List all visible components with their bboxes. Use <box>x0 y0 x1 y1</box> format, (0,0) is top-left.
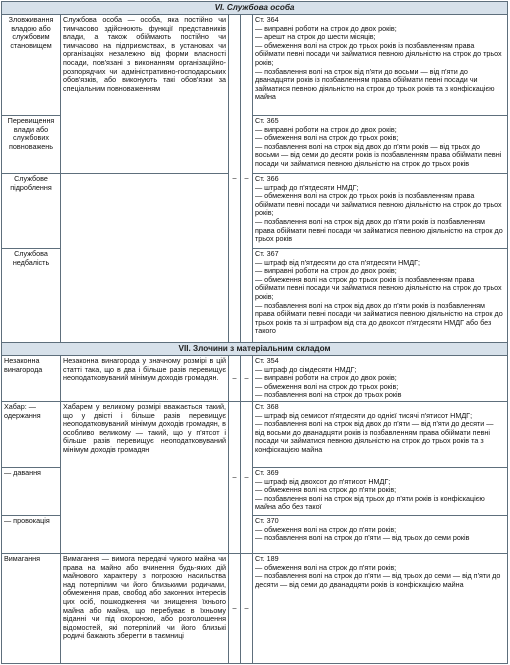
penalty-line: — виправні роботи на строк до двох років; <box>255 23 397 33</box>
crimes-table <box>1 1 508 664</box>
dash-cell <box>241 402 253 554</box>
dash-cell <box>241 15 253 343</box>
table-row <box>2 15 508 116</box>
dash-mark: – <box>244 472 249 482</box>
definition-text: Незаконна винагорода у значному розмірі в цій статті така, що в два і більше разів перевищує неоподатковуваний мінімум доходів громадян. <box>63 356 226 383</box>
offense-name-cell <box>2 174 61 249</box>
offense-name-cell <box>2 554 61 664</box>
definition-text: Хабарем у великому розмірі вважається такий, що у двісті і більше разів перевищує неоподатковуваний мінімум доходів громадян, в особливо великому — такий, що у п'ятсот і більше разів перевищує неоподатковуваний мінімум доходів громадян <box>63 402 226 454</box>
penalty-line: — обмеження волі на строк до трьох років; <box>255 381 399 391</box>
penalty-line: — штраф від двохсот до п'ятисот НМДГ; <box>255 476 391 486</box>
penalty-line: — штраф від семисот п'ятдесяти до однієї тисячі п'ятисот НМДГ; <box>255 410 473 420</box>
table-row <box>2 402 508 468</box>
penalty-line: — обмеження волі на строк до трьох років; <box>255 133 399 143</box>
penalty-line: — штраф до сімдесяти НМДГ; <box>255 364 357 374</box>
article-number: Ст. 366 <box>255 174 279 183</box>
offense-name-cell <box>2 249 61 343</box>
penalty-line: — штраф до п'ятдесяти НМДГ; <box>255 182 359 192</box>
penalty-cell <box>253 249 508 343</box>
penalty-line: — обмеження волі на строк до п'яти років; <box>255 485 397 495</box>
penalty-cell <box>253 116 508 174</box>
table-row <box>2 554 508 664</box>
dash-cell <box>229 402 241 554</box>
article-number: Ст. 189 <box>255 554 279 563</box>
dash-mark: – <box>244 603 249 613</box>
article-number: Ст. 369 <box>255 468 279 477</box>
offense-name: Хабар: — одержання <box>4 402 41 420</box>
definition-cell-empty <box>61 174 229 343</box>
penalty-line: — позбавлення волі на строк від трьох до п'яти років із конфіскацією майна або без такої <box>255 493 485 512</box>
penalty-line: — позбавлення волі на строк від двох до п'яти років із позбавленням права обіймати певні посади чи займатися певною діяльністю на строк до трьох років <box>255 216 503 244</box>
article-number: Ст. 365 <box>255 116 279 125</box>
definition-cell <box>61 554 229 664</box>
article-number: Ст. 354 <box>255 356 279 365</box>
dash-cell <box>241 356 253 402</box>
dash-cell <box>229 15 241 343</box>
penalty-line: — обмеження волі на строк до п'яти років; <box>255 524 397 534</box>
penalty-line: — виправні роботи на строк до двох років; <box>255 124 397 134</box>
offense-name-cell <box>2 356 61 402</box>
dash-cell <box>241 554 253 664</box>
offense-name: Незаконна винагорода <box>4 356 43 374</box>
offense-name: Службове підроблення <box>10 174 52 192</box>
offense-name-cell <box>2 116 61 174</box>
penalty-line: — позбавлення волі на строк від двох до п'яти років — від трьох до восьми — від семи до десяти років із позбавленням права обіймати певні посади чи займатися певною діяльністю на строк до трьох років <box>255 141 502 168</box>
article-number: Ст. 368 <box>255 402 279 411</box>
article-number: Ст. 370 <box>255 516 279 525</box>
offense-name: — провокація <box>4 516 50 525</box>
penalty-line: — позбавлення волі на строк від двох до п'яти років із позбавленням права обіймати певні посади чи займатися певною діяльністю на строк до трьох років та зі штрафом від ста до двохсот п'ятдесяти НМДГ або без такого <box>255 300 503 336</box>
penalty-cell <box>253 356 508 402</box>
definition-text: Службова особа — особа, яка постійно чи тимчасово здійснюють функції представників влади, а також обіймають постійно чи тимчасово на підприємствах, в установах чи організаціях незалежно від форми власності посади, пов'язані з виконанням організаційно-розпорядчих чи адміністративно-господарських обов'язків, або виконують такі обов'язки за спеціальним повноваженням <box>63 15 226 93</box>
definition-cell <box>61 15 229 174</box>
article-number: Ст. 364 <box>255 15 279 24</box>
dash-mark: – <box>232 373 237 383</box>
definition-cell <box>61 356 229 402</box>
offense-name: — давання <box>4 468 41 477</box>
penalty-line: — обмеження волі на строк до трьох років із позбавленням права обіймати певні посади чи займатися певною діяльністю на строк до трьох років; <box>255 191 502 218</box>
offense-name-cell <box>2 15 61 116</box>
dash-mark: – <box>244 373 249 383</box>
offense-name-cell <box>2 468 61 516</box>
penalty-line: — штраф від п'ятдесяти до ста п'ятдесяти НМДГ; <box>255 257 421 267</box>
penalty-line: — виправні роботи на строк до двох років; <box>255 266 397 276</box>
section-header <box>2 2 508 15</box>
dash-mark: – <box>232 603 237 613</box>
section-title: VI. Службова особа <box>214 3 295 12</box>
table-row <box>2 174 508 249</box>
article-number: Ст. 367 <box>255 249 279 258</box>
penalty-line: — позбавлення волі на строк від п'яти до восьми — від п'яти до дванадцяти років із позбавленням права обіймати певні посади чи займатися певною діяльністю на строк до трьох років та з конфіскацією майна <box>255 66 495 102</box>
offense-name: Перевищення влади або службових повноважень <box>7 116 55 151</box>
penalty-line: — позбавлення волі на строк до п'яти — від трьох до семи — від п'яти до десяти — від семи до дванадцяти років із конфіскацією майна <box>255 571 501 589</box>
penalty-cell <box>253 402 508 468</box>
penalty-line: — обмеження волі на строк до п'яти років; <box>255 562 397 572</box>
penalty-cell <box>253 516 508 554</box>
dash-cell <box>229 554 241 664</box>
penalty-line: — арешт на строк до шести місяців; <box>255 32 376 42</box>
section-header <box>2 343 508 356</box>
dash-mark: – <box>232 472 237 482</box>
dash-mark: – <box>244 173 249 183</box>
penalty-line: — позбавлення волі на строк до п'яти — від трьох до семи років <box>255 533 470 543</box>
penalty-line: — позбавлення волі на строк від двох до п'яти — від п'яти до десяти — від восьми до дванадцяти років із позбавленням права обіймати певні посади чи займатися певною діяльністю на строк до трьох років та з конфіскацією майна <box>255 419 494 454</box>
offense-name: Службова недбалість <box>12 249 50 267</box>
law-table-page <box>1 1 509 664</box>
penalty-line: — позбавлення волі на строк до трьох років <box>255 390 402 400</box>
penalty-line: — обмеження волі на строк до трьох років із позбавленням права обіймати певні посади чи займатися певною діяльністю на строк до трьох років; <box>255 274 502 301</box>
penalty-cell <box>253 554 508 664</box>
penalty-cell <box>253 15 508 116</box>
offense-name-cell <box>2 402 61 468</box>
penalty-line: — виправні роботи на строк до двох років; <box>255 373 397 383</box>
penalty-line: — обмеження волі на строк до трьох років із позбавленням права обіймати певні посади чи займатися певною діяльністю на строк до трьох років; <box>255 40 502 67</box>
table-row <box>2 356 508 402</box>
section-title: VII. Злочини з матеріальним складом <box>178 344 331 353</box>
offense-name: Зловживання владою або службовим становищем <box>8 15 54 50</box>
definition-text: Вимагання — вимога передачі чужого майна чи права на майно або вчинення будь-яких дій майнового характеру з погрозою насильства над потерпілим чи його близькими родичами, обмеження прав, свобод або законних інтересів цих осіб, пошкодження чи знищення їхнього майна або майна, що перебуває в їхньому віданні чи під охороною, або розголошення відомостей, які потерпілий чи його близькі родичі бажають зберегти в таємниці <box>63 554 226 641</box>
penalty-cell <box>253 174 508 249</box>
dash-mark: – <box>232 173 237 183</box>
dash-cell <box>229 356 241 402</box>
offense-name-cell <box>2 516 61 554</box>
offense-name: Вимагання <box>4 554 41 563</box>
penalty-cell <box>253 468 508 516</box>
definition-cell <box>61 402 229 554</box>
